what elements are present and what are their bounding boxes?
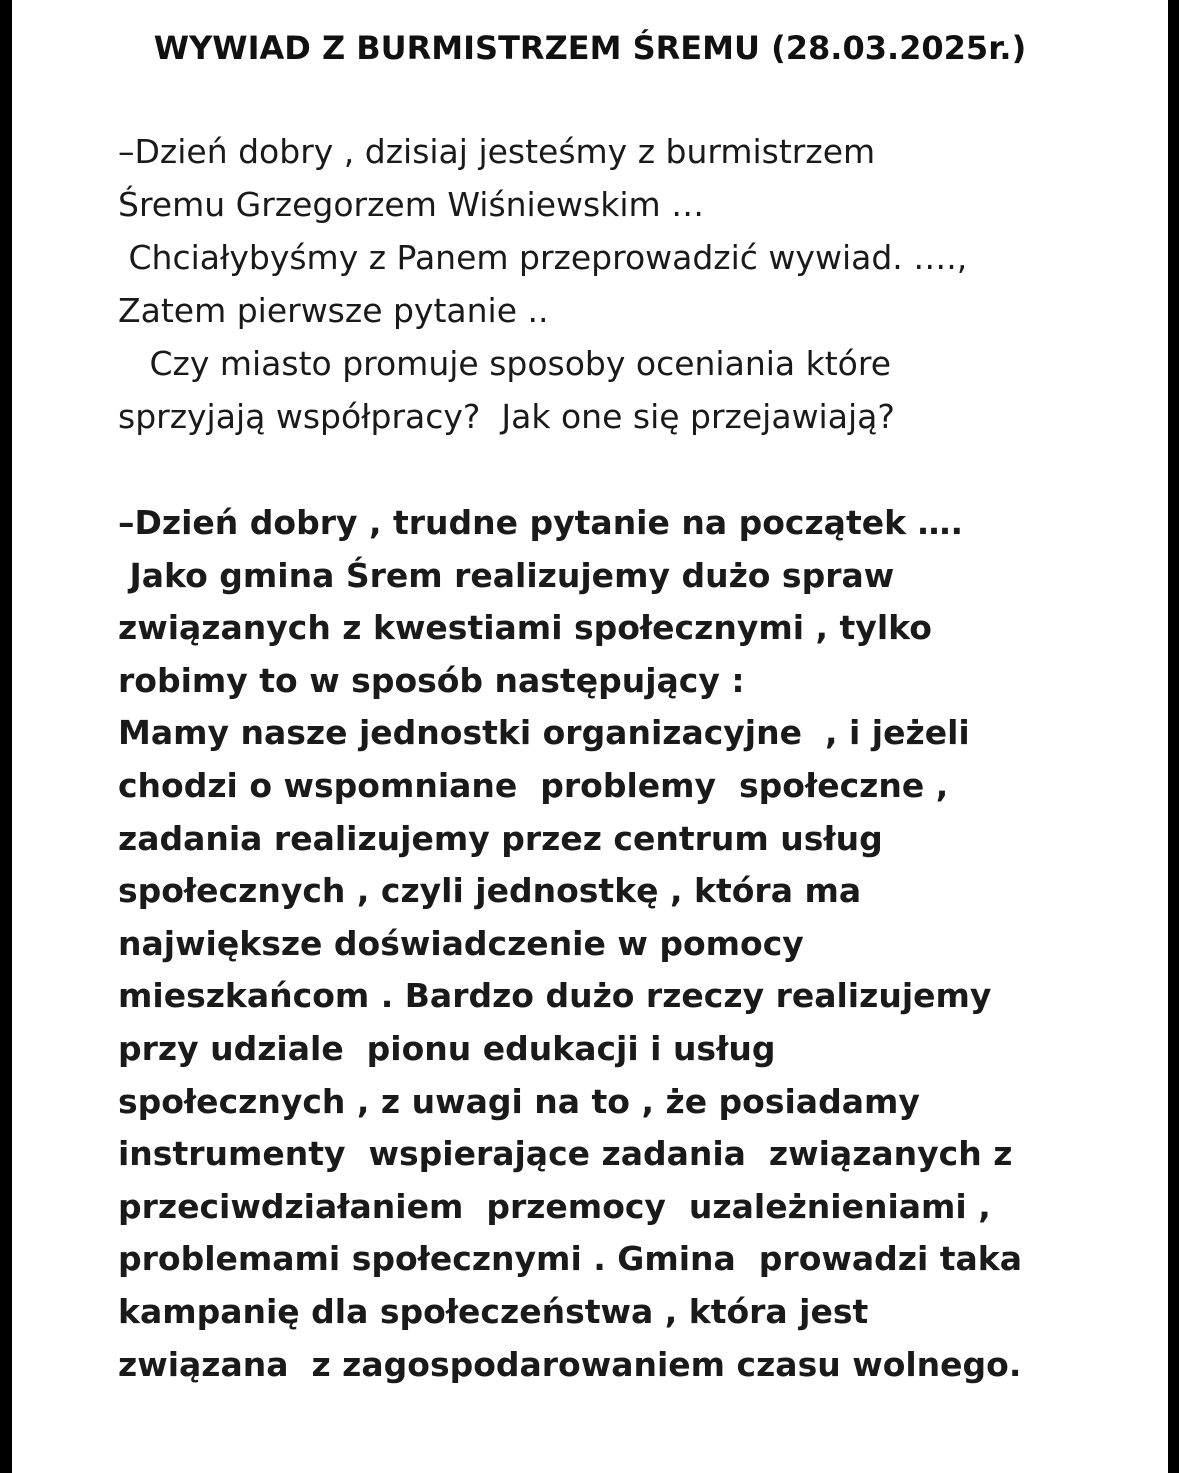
document-page <box>12 0 1168 1473</box>
question-line: sprzyjają współpracy? Jak one się przejawiają? <box>118 397 895 436</box>
answer-line: zadania realizujemy przez centrum usług <box>118 818 883 858</box>
question-line: Zatem pierwsze pytanie .. <box>118 291 549 330</box>
question-line: Śremu Grzegorzem Wiśniewskim … <box>118 185 705 224</box>
question-line: Chciałybyśmy z Panem przeprowadzić wywiad. …., <box>118 238 968 277</box>
answer-line: chodzi o wspomniane problemy społeczne , <box>118 765 949 805</box>
answer-line: przeciwdziałaniem przemocy uzależnieniami , <box>118 1186 991 1226</box>
question-line: –Dzień dobry , dzisiaj jesteśmy z burmistrzem <box>118 132 876 171</box>
answer-paragraph <box>118 497 1148 1391</box>
answer-line: związanych z kwestiami społecznymi , tylko <box>118 608 932 648</box>
answer-line: społecznych , czyli jednostkę , która ma <box>118 871 862 911</box>
answer-line: związana z zagospodarowaniem czasu wolnego. <box>118 1344 1022 1384</box>
answer-line: największe doświadczenie w pomocy <box>118 923 804 963</box>
question-line: Czy miasto promuje sposoby oceniania które <box>118 344 892 383</box>
answer-line: Mamy nasze jednostki organizacyjne , i jeżeli <box>118 713 970 753</box>
answer-line: przy udziale pionu edukacji i usług <box>118 1028 776 1068</box>
answer-line: instrumenty wspierające zadania związanych z <box>118 1134 1013 1174</box>
answer-line: problemami społecznymi . Gmina prowadzi taka <box>118 1239 1023 1279</box>
answer-line: –Dzień dobry , trudne pytanie na początek …. <box>118 503 964 542</box>
answer-line: społecznych , z uwagi na to , że posiadamy <box>118 1081 920 1121</box>
answer-line: Jako gmina Śrem realizujemy dużo spraw <box>118 555 895 595</box>
answer-line: kampanię dla społeczeństwa , która jest <box>118 1291 869 1331</box>
question-paragraph <box>118 125 1148 443</box>
answer-line: robimy to w sposób następujący : <box>118 660 745 700</box>
answer-line: mieszkańcom . Bardzo dużo rzeczy realizujemy <box>118 976 992 1016</box>
document-title: WYWIAD Z BURMISTRZEM ŚREMU (28.03.2025r.) <box>153 29 1027 67</box>
